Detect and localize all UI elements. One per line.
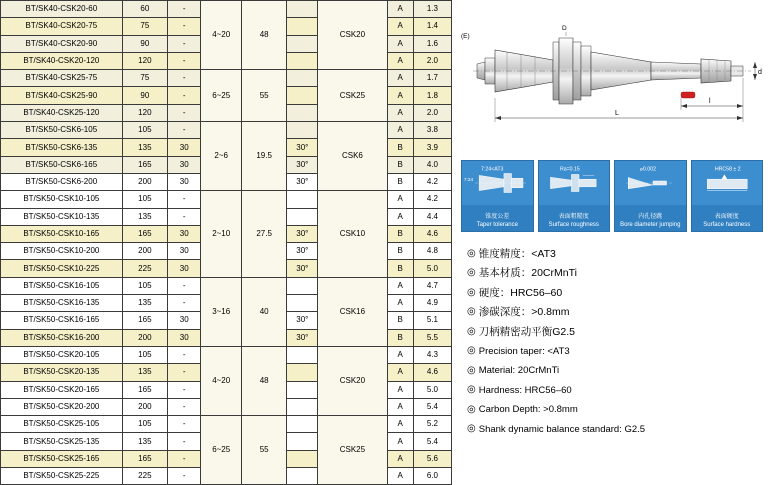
table-body — [1, 1, 452, 485]
cell-weight: 5.4 — [413, 433, 451, 450]
cell-product-code: BT/SK50-CSK20-105 — [1, 346, 123, 363]
cell-product-code: BT/SK50-CSK10-135 — [1, 208, 123, 225]
cell-length-l: - — [168, 381, 201, 398]
cell-weight: 5.1 — [413, 312, 451, 329]
cell-weight: 4.6 — [413, 225, 451, 242]
feature-icon-roughness — [539, 161, 610, 205]
cell-clamp-range: 4~20 — [201, 346, 242, 415]
cell-angle — [287, 450, 318, 467]
table-row — [1, 277, 452, 294]
feature-en-label: Surface hardness — [703, 221, 751, 228]
cell-grade: A — [387, 104, 413, 121]
cell-angle — [287, 468, 318, 485]
cell-angle — [287, 1, 318, 18]
cell-grade: A — [387, 416, 413, 433]
cell-length-L: 75 — [122, 18, 167, 35]
cell-product-code: BT/SK50-CSK16-200 — [1, 329, 123, 346]
feature-cn-label: 锥度公差 — [485, 214, 510, 220]
cell-length-L: 225 — [122, 468, 167, 485]
bullet-icon: ◎ — [467, 306, 476, 318]
cell-length-L: 135 — [122, 208, 167, 225]
cell-length-l: - — [168, 208, 201, 225]
cell-angle: 30° — [287, 329, 318, 346]
feature-cn-label: 表面粗糙度 — [558, 214, 589, 220]
cell-angle — [287, 18, 318, 35]
cell-product-code: BT/SK40-CSK20-60 — [1, 1, 123, 18]
cell-grade: B — [387, 329, 413, 346]
cell-angle — [287, 277, 318, 294]
cell-angle: 30° — [287, 139, 318, 156]
cell-weight: 4.6 — [413, 364, 451, 381]
feature-card-taper-tolerance — [461, 160, 534, 232]
spec-item-label: Material: 20CrMnTi — [478, 365, 560, 376]
cell-product-code: BT/SK40-CSK25-120 — [1, 104, 123, 121]
feature-en-label: Bore diameter jumping — [620, 221, 681, 228]
feature-card-surface-hardness — [691, 160, 764, 232]
cell-length-l: - — [168, 433, 201, 450]
cell-product-code: BT/SK50-CSK25-105 — [1, 416, 123, 433]
cell-length-l: 30 — [168, 139, 201, 156]
cell-weight: 4.2 — [413, 173, 451, 190]
table-row — [1, 346, 452, 363]
cell-length-L: 120 — [122, 52, 167, 69]
cell-length-L: 135 — [122, 364, 167, 381]
table-row — [1, 416, 452, 433]
cell-series: CSK20 — [318, 1, 387, 70]
cell-clamp-range: 6~25 — [201, 70, 242, 122]
cell-weight: 5.4 — [413, 398, 451, 415]
cell-angle — [287, 35, 318, 52]
cell-product-code: BT/SK40-CSK20-120 — [1, 52, 123, 69]
cell-clamp-range: 2~6 — [201, 122, 242, 191]
spec-item — [467, 322, 767, 342]
cell-weight: 1.6 — [413, 35, 451, 52]
cell-length-L: 165 — [122, 225, 167, 242]
cell-length-L: 105 — [122, 191, 167, 208]
cell-weight: 1.8 — [413, 87, 451, 104]
spec-item-label: 锥度精度：<AT3 — [478, 247, 556, 260]
cell-dim-l: 55 — [241, 70, 286, 122]
feature-card-surface-roughness — [538, 160, 611, 232]
specification-list — [467, 244, 767, 439]
cell-length-L: 165 — [122, 450, 167, 467]
cell-product-code: BT/SK40-CSK20-75 — [1, 18, 123, 35]
bullet-icon: ◎ — [467, 403, 476, 415]
cell-length-L: 90 — [122, 35, 167, 52]
cell-product-code: BT/SK50-CSK6-200 — [1, 173, 123, 190]
cell-length-L: 200 — [122, 243, 167, 260]
cell-length-l: - — [168, 277, 201, 294]
feature-cn-label: 表面硬度 — [714, 214, 739, 220]
cell-length-l: - — [168, 364, 201, 381]
cell-angle: 30° — [287, 243, 318, 260]
cell-length-l: - — [168, 35, 201, 52]
svg-text:7:24: 7:24 — [463, 178, 474, 184]
cell-grade: A — [387, 468, 413, 485]
cell-series: CSK25 — [318, 70, 387, 122]
spec-item-label: 硬度：HRC56–60 — [478, 286, 563, 299]
cell-weight: 4.2 — [413, 191, 451, 208]
cell-product-code: BT/SK50-CSK10-105 — [1, 191, 123, 208]
cell-angle — [287, 122, 318, 139]
cell-length-L: 105 — [122, 122, 167, 139]
cell-length-L: 165 — [122, 156, 167, 173]
cell-product-code: BT/SK50-CSK10-200 — [1, 243, 123, 260]
spec-item-label: Precision taper: <AT3 — [478, 345, 570, 357]
cell-grade: A — [387, 364, 413, 381]
cell-product-code: BT/SK50-CSK16-105 — [1, 277, 123, 294]
spec-item-label: 渗碳深度：>0.8mm — [478, 306, 570, 318]
cell-dim-l: 27.5 — [241, 191, 286, 277]
bullet-icon: ◎ — [467, 247, 476, 259]
cell-angle — [287, 104, 318, 121]
cell-grade: A — [387, 191, 413, 208]
cell-length-L: 105 — [122, 416, 167, 433]
cell-clamp-range: 2~10 — [201, 191, 242, 277]
cell-length-L: 120 — [122, 104, 167, 121]
cell-weight: 4.7 — [413, 277, 451, 294]
cell-angle — [287, 381, 318, 398]
cell-product-code: BT/SK50-CSK20-135 — [1, 364, 123, 381]
cell-product-code: BT/SK50-CSK6-135 — [1, 139, 123, 156]
cell-grade: A — [387, 346, 413, 363]
spec-item-label: 基本材质：20CrMnTi — [478, 267, 577, 279]
cell-grade: A — [387, 295, 413, 312]
cell-weight: 2.0 — [413, 104, 451, 121]
cell-length-l: 30 — [168, 225, 201, 242]
cell-dim-l: 55 — [241, 416, 286, 485]
table-row — [1, 70, 452, 87]
bullet-icon: ◎ — [467, 384, 476, 396]
cell-angle — [287, 191, 318, 208]
cell-grade: B — [387, 139, 413, 156]
cell-angle — [287, 364, 318, 381]
cell-grade: B — [387, 312, 413, 329]
cell-clamp-range: 3~16 — [201, 277, 242, 346]
cell-length-L: 200 — [122, 329, 167, 346]
spec-item — [467, 244, 767, 264]
cell-angle — [287, 87, 318, 104]
cell-product-code: BT/SK50-CSK6-105 — [1, 122, 123, 139]
feature-card-bore-jumping — [614, 160, 687, 232]
cell-grade: B — [387, 173, 413, 190]
cell-angle — [287, 295, 318, 312]
cell-weight: 3.9 — [413, 139, 451, 156]
cell-length-l: - — [168, 104, 201, 121]
feature-cn-label: 内孔径跳 — [638, 214, 663, 220]
cell-grade: A — [387, 381, 413, 398]
feature-icon-bore — [615, 161, 686, 205]
cell-length-l: 30 — [168, 260, 201, 277]
cell-series: CSK10 — [318, 191, 387, 277]
cell-length-l: - — [168, 18, 201, 35]
spec-item-label: Carbon Depth: >0.8mm — [478, 404, 578, 415]
feature-icon-hardness — [692, 161, 763, 205]
cell-length-L: 135 — [122, 295, 167, 312]
cell-product-code: BT/SK50-CSK25-225 — [1, 468, 123, 485]
cell-product-code: BT/SK50-CSK10-225 — [1, 260, 123, 277]
cell-length-l: - — [168, 398, 201, 415]
cell-product-code: BT/SK50-CSK6-165 — [1, 156, 123, 173]
spec-item — [467, 342, 767, 362]
dim-L-label: L — [615, 110, 619, 117]
spec-item-label: Shank dynamic balance standard: G2.5 — [478, 423, 646, 435]
cell-series: CSK20 — [318, 346, 387, 415]
cell-grade: A — [387, 70, 413, 87]
cell-product-code: BT/SK40-CSK25-75 — [1, 70, 123, 87]
cell-weight: 6.0 — [413, 468, 451, 485]
cell-angle — [287, 52, 318, 69]
cell-angle — [287, 433, 318, 450]
bullet-icon: ◎ — [467, 345, 476, 357]
cell-grade: A — [387, 87, 413, 104]
spec-item-label: 刀柄精密动平衡G2.5 — [478, 325, 575, 338]
cell-weight: 1.3 — [413, 1, 451, 18]
cell-weight: 4.4 — [413, 208, 451, 225]
bullet-icon: ◎ — [467, 364, 476, 376]
spec-item-label: Hardness: HRC56–60 — [478, 384, 572, 396]
cell-length-l: - — [168, 122, 201, 139]
spec-item — [467, 420, 767, 440]
cell-length-L: 60 — [122, 1, 167, 18]
svg-text:HRC58 ± 2: HRC58 ± 2 — [714, 166, 741, 173]
cell-grade: A — [387, 277, 413, 294]
bullet-icon: ◎ — [467, 325, 476, 337]
cell-length-l: - — [168, 52, 201, 69]
cell-grade: B — [387, 156, 413, 173]
cell-length-L: 225 — [122, 260, 167, 277]
cell-grade: A — [387, 433, 413, 450]
cell-product-code: BT/SK50-CSK25-165 — [1, 450, 123, 467]
cell-grade: B — [387, 225, 413, 242]
cell-product-code: BT/SK50-CSK16-135 — [1, 295, 123, 312]
table-row — [1, 191, 452, 208]
cell-length-L: 200 — [122, 398, 167, 415]
cell-dim-l: 48 — [241, 346, 286, 415]
cell-angle — [287, 346, 318, 363]
cell-grade: A — [387, 450, 413, 467]
cell-length-L: 165 — [122, 381, 167, 398]
dim-D-label: D — [562, 25, 567, 32]
cell-weight: 1.4 — [413, 18, 451, 35]
cell-length-L: 90 — [122, 87, 167, 104]
cell-clamp-range: 6~25 — [201, 416, 242, 485]
feature-top-note: 7:24<AT3 — [481, 166, 504, 173]
spec-item — [467, 283, 767, 303]
cell-length-l: - — [168, 1, 201, 18]
cell-angle: 30° — [287, 260, 318, 277]
cell-length-L: 200 — [122, 173, 167, 190]
cell-length-l: - — [168, 295, 201, 312]
dim-d-label: d — [758, 69, 762, 76]
cell-length-L: 75 — [122, 70, 167, 87]
spec-item — [467, 264, 767, 284]
cell-length-L: 105 — [122, 346, 167, 363]
spec-item — [467, 361, 767, 381]
cell-length-l: 30 — [168, 243, 201, 260]
cell-weight: 4.0 — [413, 156, 451, 173]
cell-weight: 2.0 — [413, 52, 451, 69]
feature-icon-taper — [462, 161, 533, 205]
cell-dim-l: 19.5 — [241, 122, 286, 191]
spec-item — [467, 400, 767, 420]
cell-series: CSK16 — [318, 277, 387, 346]
cell-grade: A — [387, 398, 413, 415]
cell-length-l: 30 — [168, 329, 201, 346]
cell-series: CSK6 — [318, 122, 387, 191]
feature-strip — [461, 160, 763, 232]
cell-length-L: 105 — [122, 277, 167, 294]
right-panel — [455, 0, 770, 441]
cell-weight: 5.2 — [413, 416, 451, 433]
cell-length-l: 30 — [168, 173, 201, 190]
cell-grade: A — [387, 52, 413, 69]
cell-weight: 4.8 — [413, 243, 451, 260]
table-row — [1, 1, 452, 18]
bullet-icon: ◎ — [467, 267, 476, 279]
cell-weight: 4.9 — [413, 295, 451, 312]
cell-length-l: - — [168, 191, 201, 208]
cell-length-l: - — [168, 346, 201, 363]
cell-angle — [287, 208, 318, 225]
cell-product-code: BT/SK50-CSK20-200 — [1, 398, 123, 415]
cell-length-l: - — [168, 87, 201, 104]
cell-product-code: BT/SK50-CSK25-135 — [1, 433, 123, 450]
cell-product-code: BT/SK50-CSK10-165 — [1, 225, 123, 242]
cell-length-L: 135 — [122, 433, 167, 450]
cell-grade: A — [387, 18, 413, 35]
dim-l-label: l — [709, 98, 711, 105]
cell-weight: 5.5 — [413, 329, 451, 346]
cell-product-code: BT/SK50-CSK16-165 — [1, 312, 123, 329]
cell-weight: 3.8 — [413, 122, 451, 139]
cell-length-l: - — [168, 70, 201, 87]
cell-length-l: - — [168, 450, 201, 467]
cell-weight: 5.0 — [413, 381, 451, 398]
cell-grade: A — [387, 1, 413, 18]
cell-dim-l: 40 — [241, 277, 286, 346]
cell-product-code: BT/SK50-CSK20-165 — [1, 381, 123, 398]
table-row — [1, 122, 452, 139]
feature-en-label: Taper tolerance — [476, 221, 518, 228]
cell-grade: A — [387, 208, 413, 225]
cell-series: CSK25 — [318, 416, 387, 485]
cell-length-L: 135 — [122, 139, 167, 156]
cell-length-l: - — [168, 416, 201, 433]
cell-angle: 30° — [287, 225, 318, 242]
cell-angle — [287, 398, 318, 415]
tool-holder-drawing — [455, 6, 770, 146]
cell-weight: 5.0 — [413, 260, 451, 277]
bullet-icon: ◎ — [467, 423, 476, 435]
cell-product-code: BT/SK40-CSK25-90 — [1, 87, 123, 104]
spec-item — [467, 381, 767, 401]
cell-weight: 1.7 — [413, 70, 451, 87]
feature-en-label: Surface roughness — [548, 221, 599, 228]
cell-clamp-range: 4~20 — [201, 1, 242, 70]
cell-grade: B — [387, 260, 413, 277]
cell-weight: 4.3 — [413, 346, 451, 363]
cell-grade: B — [387, 243, 413, 260]
cell-length-l: 30 — [168, 312, 201, 329]
cell-length-l: 30 — [168, 156, 201, 173]
svg-text:⌀0.002: ⌀0.002 — [639, 166, 656, 173]
cell-angle — [287, 70, 318, 87]
cell-length-L: 165 — [122, 312, 167, 329]
bullet-icon: ◎ — [467, 286, 476, 298]
drawing-note-label: (E) — [461, 33, 470, 40]
cell-grade: A — [387, 35, 413, 52]
cell-grade: A — [387, 122, 413, 139]
cell-angle: 30° — [287, 156, 318, 173]
cell-angle: 30° — [287, 173, 318, 190]
spec-item — [467, 303, 767, 323]
svg-text:Ra=0.15: Ra=0.15 — [559, 166, 580, 173]
cell-length-l: - — [168, 468, 201, 485]
cell-dim-l: 48 — [241, 1, 286, 70]
cell-product-code: BT/SK40-CSK20-90 — [1, 35, 123, 52]
cell-angle — [287, 416, 318, 433]
cell-angle: 30° — [287, 312, 318, 329]
cell-weight: 5.6 — [413, 450, 451, 467]
